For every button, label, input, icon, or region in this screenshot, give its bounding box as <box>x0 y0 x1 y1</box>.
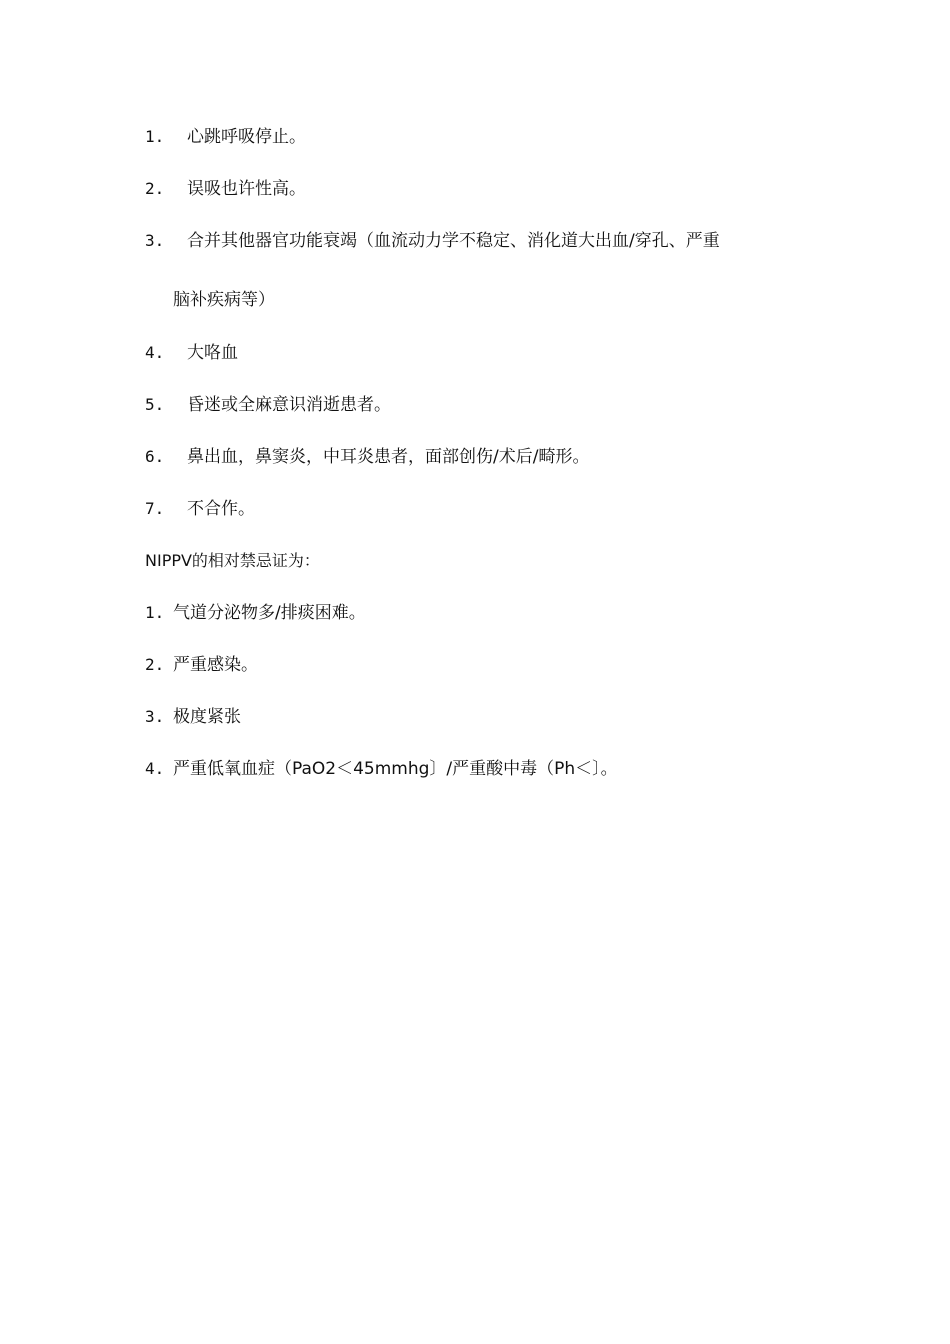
list-item-number: 6. <box>145 447 165 466</box>
list-item-text: 脑补疾病等） <box>173 290 275 310</box>
list-item-number: 1. <box>145 127 165 146</box>
list-item-number: 2. <box>145 179 165 198</box>
list-item-number: 2. <box>145 655 165 674</box>
list-item-text: 不合作。 <box>187 499 255 519</box>
list-item-text: 大咯血 <box>187 343 238 363</box>
list-item-number: 4. <box>145 759 165 778</box>
list-item-number: 3. <box>145 231 165 250</box>
list-item-text: 极度紧张 <box>173 707 241 727</box>
list-item-text: 合并其他器官功能衰竭（血流动力学不稳定、消化道大出血/穿孔、严重 <box>187 231 720 251</box>
list-item-number: 1. <box>145 603 165 622</box>
list-item-number: 7. <box>145 499 165 518</box>
list-item-number: 5. <box>145 395 165 414</box>
section-heading: NIPPV的相对禁忌证为： <box>145 551 320 570</box>
list-item-text: 误吸也许性高。 <box>187 179 306 199</box>
list-item-text: 昏迷或全麻意识消逝患者。 <box>187 395 391 415</box>
list-item-text: 气道分泌物多/排痰困难。 <box>173 603 366 623</box>
list-item-number: 3. <box>145 707 165 726</box>
list-item-text: 严重低氧血症（PaO2＜45mmhg〕/严重酸中毒（Ph＜〕。 <box>173 759 618 779</box>
list-item-text: 心跳呼吸停止。 <box>187 127 306 147</box>
list-item-text: 鼻出血，鼻窦炎，中耳炎患者，面部创伤/术后/畸形。 <box>187 447 590 467</box>
list-item-text: 严重感染。 <box>173 655 258 675</box>
list-item-number: 4. <box>145 343 165 362</box>
